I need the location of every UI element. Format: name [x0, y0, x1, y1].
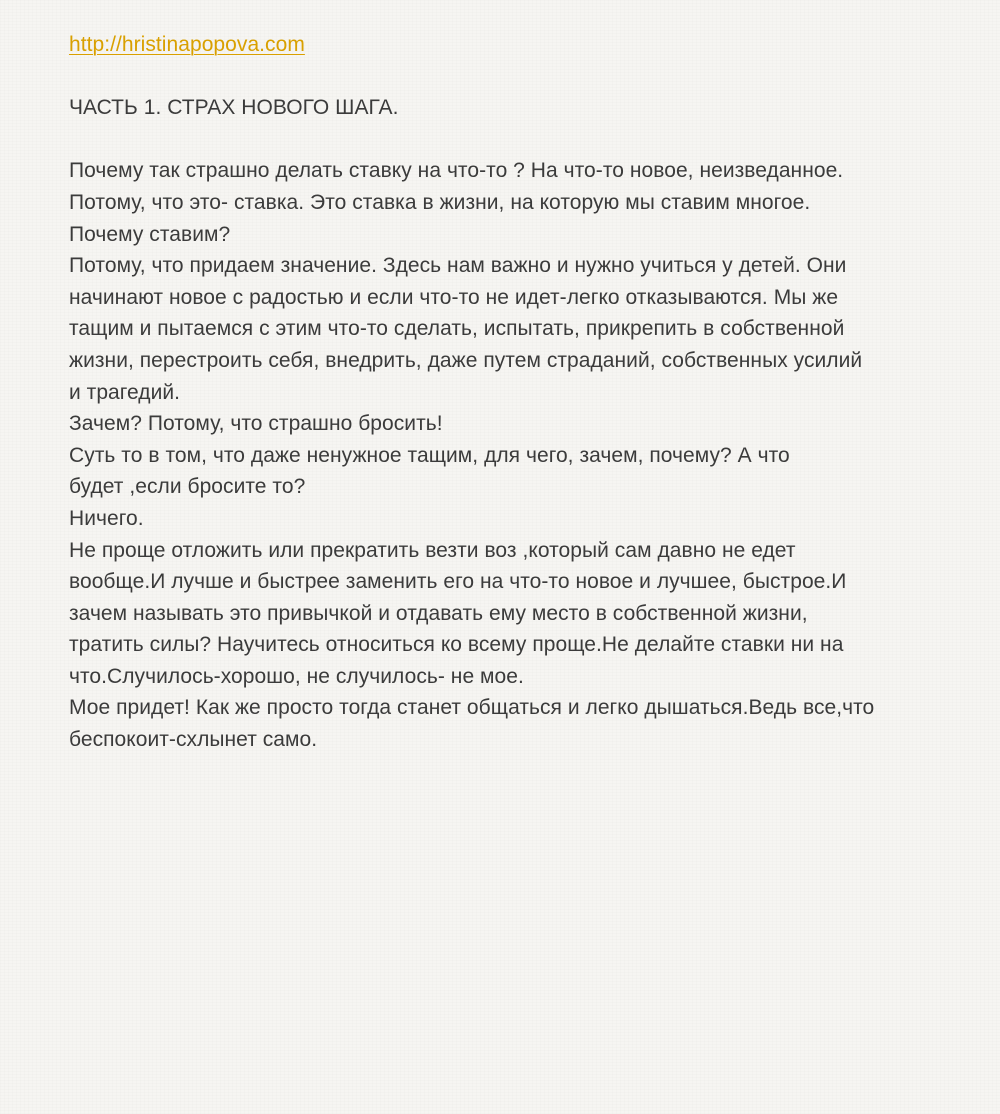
text-line: Зачем? Потому, что страшно бросить!: [69, 412, 443, 436]
text-line: Почему так страшно делать ставку на что-то ? На что-то новое, неизведанное.: [69, 159, 844, 183]
text-line: тащим и пытаемся с этим что-то сделать, испытать, прикрепить в собственной: [69, 317, 845, 341]
website-link[interactable]: http://hristinapopova.com: [69, 33, 305, 56]
text-line: беспокоит-схлынет само.: [69, 728, 318, 752]
note-heading: ЧАСТЬ 1. СТРАХ НОВОГО ШАГА.: [69, 96, 399, 120]
text-line: Не проще отложить или прекратить везти воз ,который сам давно не едет: [69, 538, 796, 562]
note-body: [69, 155, 949, 755]
text-line: и трагедий.: [69, 380, 181, 404]
text-line: начинают новое с радостью и если что-то не идет-легко отказываются. Мы же: [69, 285, 839, 309]
text-line: будет ,если бросите то?: [69, 475, 306, 499]
text-line: вообще.И лучше и быстрее заменить его на что-то новое и лучшее, быстрое.И: [69, 570, 847, 594]
text-line: жизни, перестроить себя, внедрить, даже путем страданий, собственных усилий: [69, 348, 863, 372]
text-line: что.Случилось-хорошо, не случилось- не мое.: [69, 664, 524, 688]
text-line: зачем называть это привычкой и отдавать ему место в собственной жизни,: [69, 601, 808, 625]
text-line: Потому, что придаем значение. Здесь нам важно и нужно учиться у детей. Они: [69, 254, 847, 278]
text-line: Суть то в том, что даже ненужное тащим, для чего, зачем, почему? А что: [69, 443, 790, 467]
text-line: тратить силы? Научитесь относиться ко всему проще.Не делайте ставки ни на: [69, 633, 844, 657]
note-document: [69, 29, 949, 756]
text-line: Мое придет! Как же просто тогда станет общаться и легко дышаться.Ведь все,что: [69, 696, 875, 720]
text-line: Ничего.: [69, 506, 144, 530]
text-line: Потому, что это- ставка. Это ставка в жизни, на которую мы ставим многое.: [69, 190, 811, 214]
text-line: Почему ставим?: [69, 222, 231, 246]
